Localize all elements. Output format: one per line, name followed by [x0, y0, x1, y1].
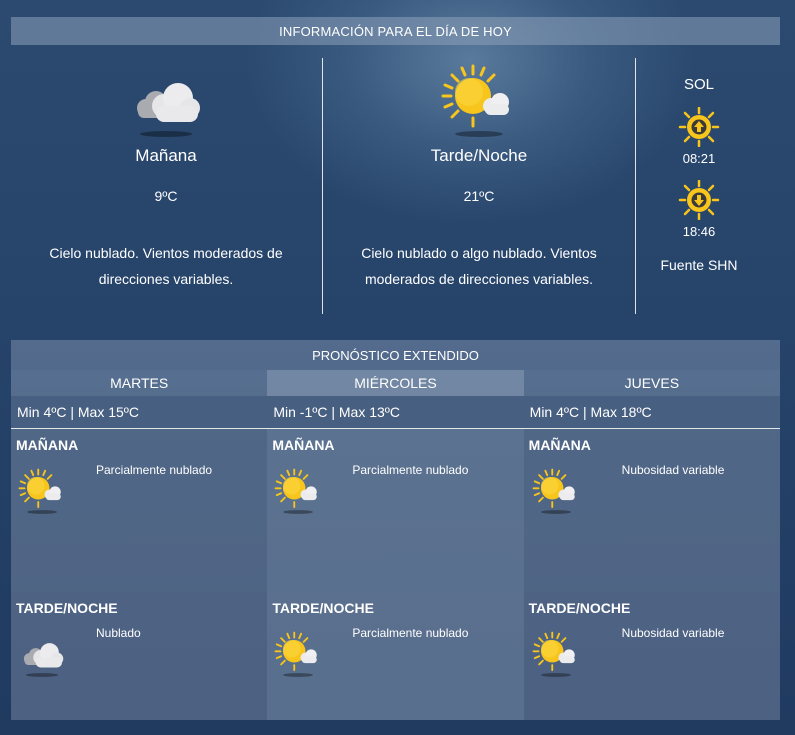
extended-forecast	[11, 340, 780, 720]
morning-slot	[11, 429, 267, 592]
evening-temp: 21ºC	[463, 188, 495, 204]
sunrise-icon	[677, 107, 721, 147]
day-column-martes	[11, 370, 267, 720]
days-row	[11, 370, 780, 720]
slot-description: Parcialmente nublado	[352, 626, 469, 640]
morning-temp: 9ºC	[154, 188, 178, 204]
morning-description: Cielo nublado. Vientos moderados de direcciones variables.	[49, 245, 283, 287]
day-column-miercoles	[267, 370, 523, 720]
today-morning	[11, 56, 321, 292]
partly-cloudy-icon	[269, 467, 327, 517]
today-evening	[323, 56, 635, 292]
day-name: MARTES	[11, 370, 267, 396]
slot-label: TARDE/NOCHE	[528, 600, 631, 616]
slot-description: Nubosidad variable	[621, 463, 725, 477]
day-name: MIÉRCOLES	[267, 370, 523, 396]
sunset-time: 18:46	[682, 224, 716, 239]
today-panel	[11, 56, 780, 316]
day-temp-range: Min 4ºC | Max 15ºC	[11, 396, 267, 429]
partly-cloudy-icon	[527, 467, 585, 517]
partly-cloudy-icon	[527, 630, 585, 680]
slot-label: MAÑANA	[16, 437, 79, 453]
day-name: JUEVES	[524, 370, 780, 396]
slot-label: MAÑANA	[272, 437, 335, 453]
slot-description: Nublado	[96, 626, 141, 640]
cloudy-icon	[13, 630, 71, 680]
evening-title: Tarde/Noche	[430, 146, 528, 165]
extended-title	[11, 340, 780, 370]
partly-cloudy-icon	[439, 62, 519, 142]
divider	[635, 58, 636, 314]
sunset-icon	[677, 180, 721, 220]
slot-description: Parcialmente nublado	[352, 463, 469, 477]
morning-slot	[267, 429, 523, 592]
day-column-jueves	[524, 370, 780, 720]
today-header-label: INFORMACIÓN PARA EL DÍA DE HOY	[279, 23, 512, 39]
morning-slot	[524, 429, 780, 592]
cloudy-icon	[126, 62, 206, 142]
evening-description: Cielo nublado o algo nublado. Vientos moderados de direcciones variables.	[361, 245, 597, 287]
slot-description: Nubosidad variable	[621, 626, 725, 640]
slot-label: TARDE/NOCHE	[272, 600, 374, 616]
source-label: Fuente SHN	[660, 257, 738, 273]
sun-label: SOL	[683, 76, 714, 93]
sun-panel	[637, 56, 761, 273]
day-temp-range: Min -1ºC | Max 13ºC	[267, 396, 523, 429]
partly-cloudy-icon	[13, 467, 71, 517]
slot-description: Parcialmente nublado	[96, 463, 213, 477]
night-slot	[524, 592, 780, 720]
morning-title: Mañana	[135, 146, 197, 165]
extended-title-label: PRONÓSTICO EXTENDIDO	[312, 347, 479, 363]
sunrise-time: 08:21	[682, 151, 716, 166]
night-slot	[267, 592, 523, 720]
night-slot	[11, 592, 267, 720]
day-temp-range: Min 4ºC | Max 18ºC	[524, 396, 780, 429]
partly-cloudy-icon	[269, 630, 327, 680]
today-header	[11, 17, 780, 45]
slot-label: TARDE/NOCHE	[16, 600, 118, 616]
slot-label: MAÑANA	[528, 437, 591, 453]
